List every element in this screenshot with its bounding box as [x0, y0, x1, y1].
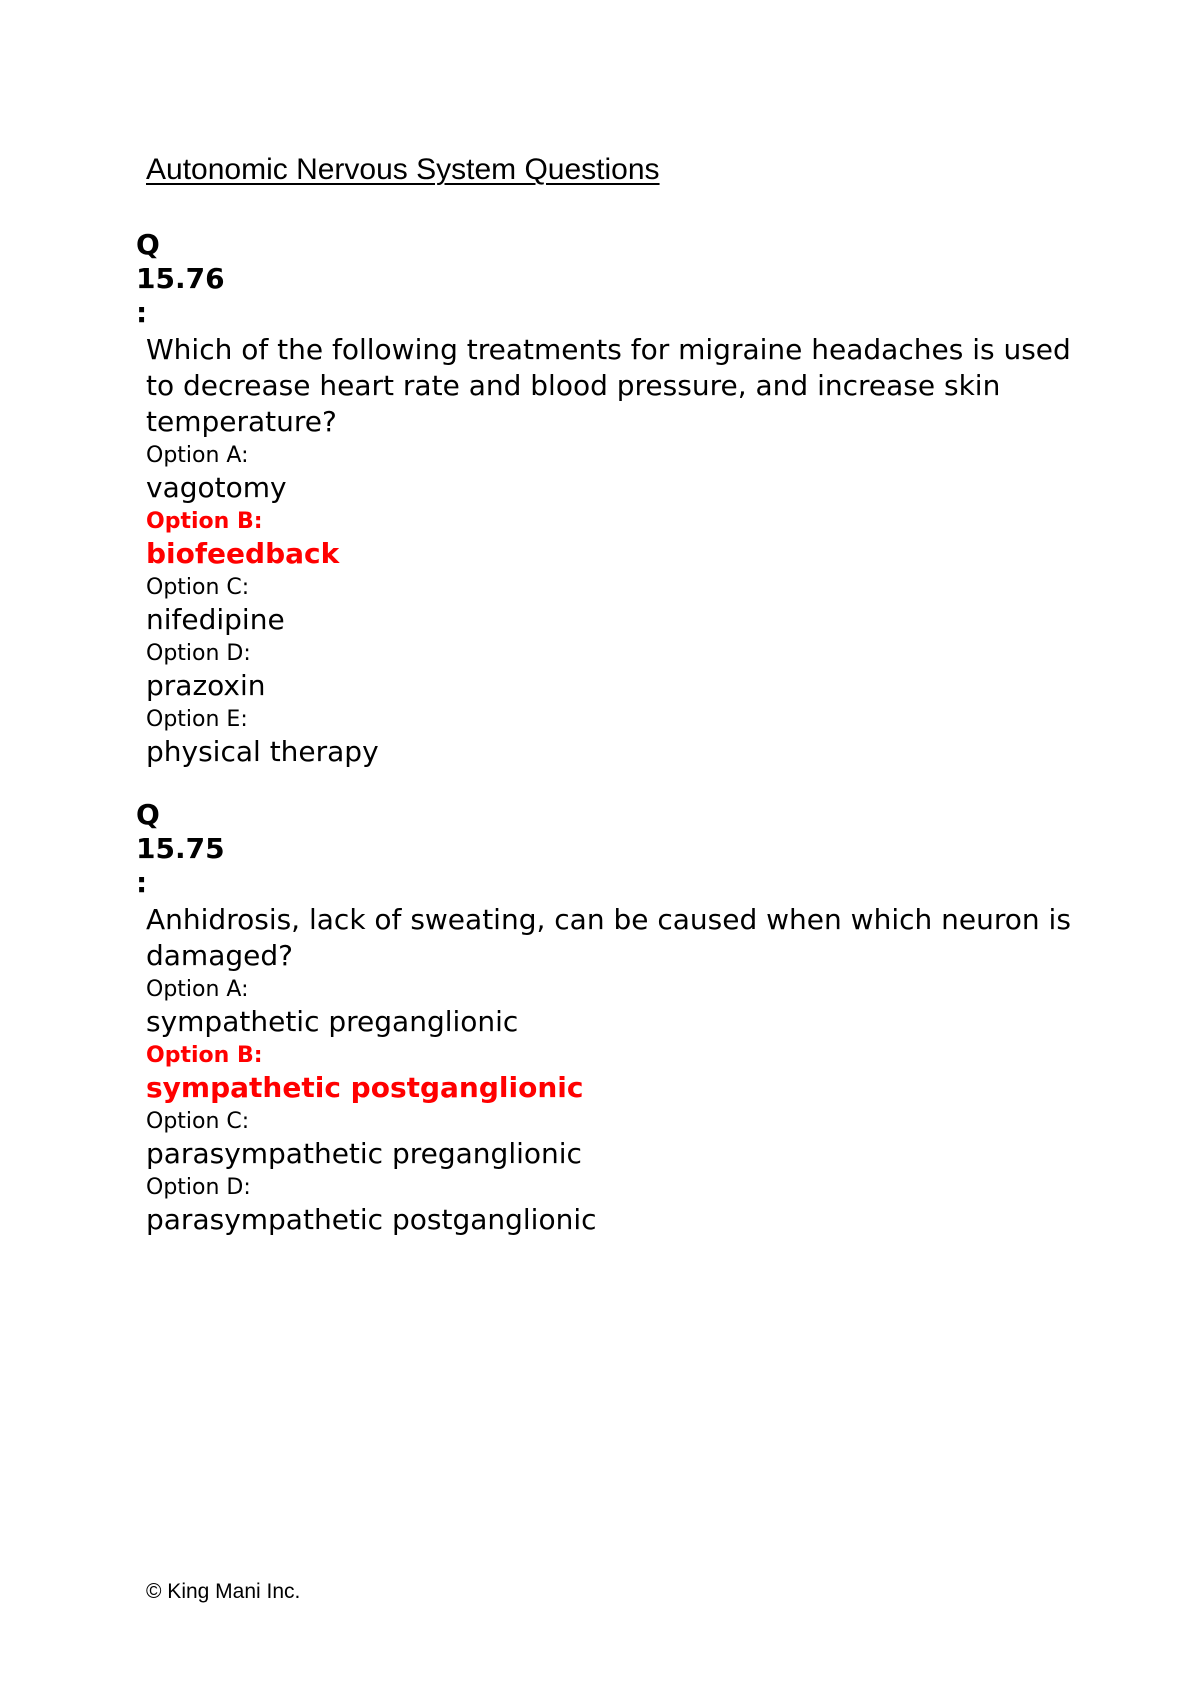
option-b-label-correct: Option B:: [146, 1043, 263, 1068]
question-number: Q 15.75 :: [136, 798, 225, 899]
question-text: Anhidrosis, lack of sweating, can be caused when which neuron is damaged?: [146, 903, 1071, 972]
option-a-label: Option A:: [146, 443, 249, 468]
option-d-value: prazoxin: [146, 669, 266, 702]
question-body: [146, 332, 1076, 770]
question-number: Q 15.76 :: [136, 228, 225, 329]
question-15-75: [136, 798, 1076, 1238]
option-a-value: sympathetic preganglionic: [146, 1005, 519, 1038]
option-a-value: vagotomy: [146, 471, 287, 504]
option-b-value-correct: biofeedback: [146, 537, 340, 570]
option-b-label-correct: Option B:: [146, 509, 263, 534]
option-b-value-correct: sympathetic postganglionic: [146, 1071, 584, 1104]
option-c-label: Option C:: [146, 1109, 250, 1134]
option-e-value: physical therapy: [146, 735, 379, 768]
option-c-value: nifedipine: [146, 603, 285, 636]
question-body: [146, 902, 1076, 1238]
option-d-label: Option D:: [146, 641, 251, 666]
copyright-footer: © King Mani Inc.: [146, 1580, 301, 1603]
option-e-label: Option E:: [146, 707, 248, 732]
question-15-76: [136, 228, 1076, 770]
option-c-label: Option C:: [146, 575, 250, 600]
option-c-value: parasympathetic preganglionic: [146, 1137, 582, 1170]
option-d-label: Option D:: [146, 1175, 251, 1200]
page-title: Autonomic Nervous System Questions: [146, 153, 660, 186]
option-d-value: parasympathetic postganglionic: [146, 1203, 597, 1236]
question-text: Which of the following treatments for migraine headaches is used to decrease heart rate and blood pressure, and increase skin temperature?: [146, 333, 1071, 438]
option-a-label: Option A:: [146, 977, 249, 1002]
